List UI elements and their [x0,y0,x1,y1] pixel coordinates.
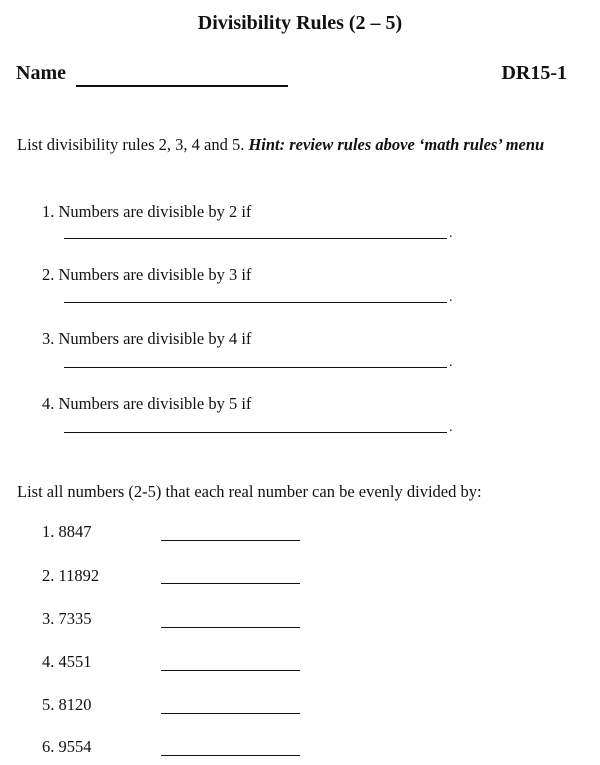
page-title: Divisibility Rules (2 – 5) [197,12,403,34]
number-answer-line-5[interactable] [161,713,300,714]
number-item-2: 2. 11892 [42,566,100,585]
number-answer-line-2[interactable] [161,583,300,584]
rule-answer-line-3[interactable] [64,302,447,303]
rule-answer-line-2[interactable] [64,238,447,239]
number-item-5: 5. 8120 [42,695,92,714]
section1-instructions [17,134,583,156]
rule-answer-line-4[interactable] [64,367,447,368]
rule-line-end-3: . [449,290,453,305]
rule-line-end-5: . [449,420,453,435]
number-answer-line-3[interactable] [161,627,300,628]
number-item-6: 6. 9554 [42,737,92,756]
rule-item-2: 1. Numbers are divisible by 2 if [42,202,252,221]
worksheet-code: DR15-1 [501,62,567,84]
number-item-4: 4. 4551 [42,652,92,671]
name-label: Name [16,62,66,84]
rule-answer-line-5[interactable] [64,432,447,433]
rule-item-4: 3. Numbers are divisible by 4 if [42,329,252,348]
rule-line-end-4: . [449,355,453,370]
number-answer-line-1[interactable] [161,540,300,541]
name-field-line[interactable] [76,85,288,87]
instruction-hint: Hint: review rules above ‘math rules’ menu [248,135,545,154]
instruction-text: List divisibility rules 2, 3, 4 and 5. [17,135,249,154]
number-item-1: 1. 8847 [42,522,92,541]
rule-item-3: 2. Numbers are divisible by 3 if [42,265,252,284]
section2-instructions: List all numbers (2-5) that each real number can be evenly divided by: [17,482,482,501]
number-item-3: 3. 7335 [42,609,92,628]
number-answer-line-6[interactable] [161,755,300,756]
rule-line-end-2: . [449,226,453,241]
rule-item-5: 4. Numbers are divisible by 5 if [42,394,252,413]
number-answer-line-4[interactable] [161,670,300,671]
